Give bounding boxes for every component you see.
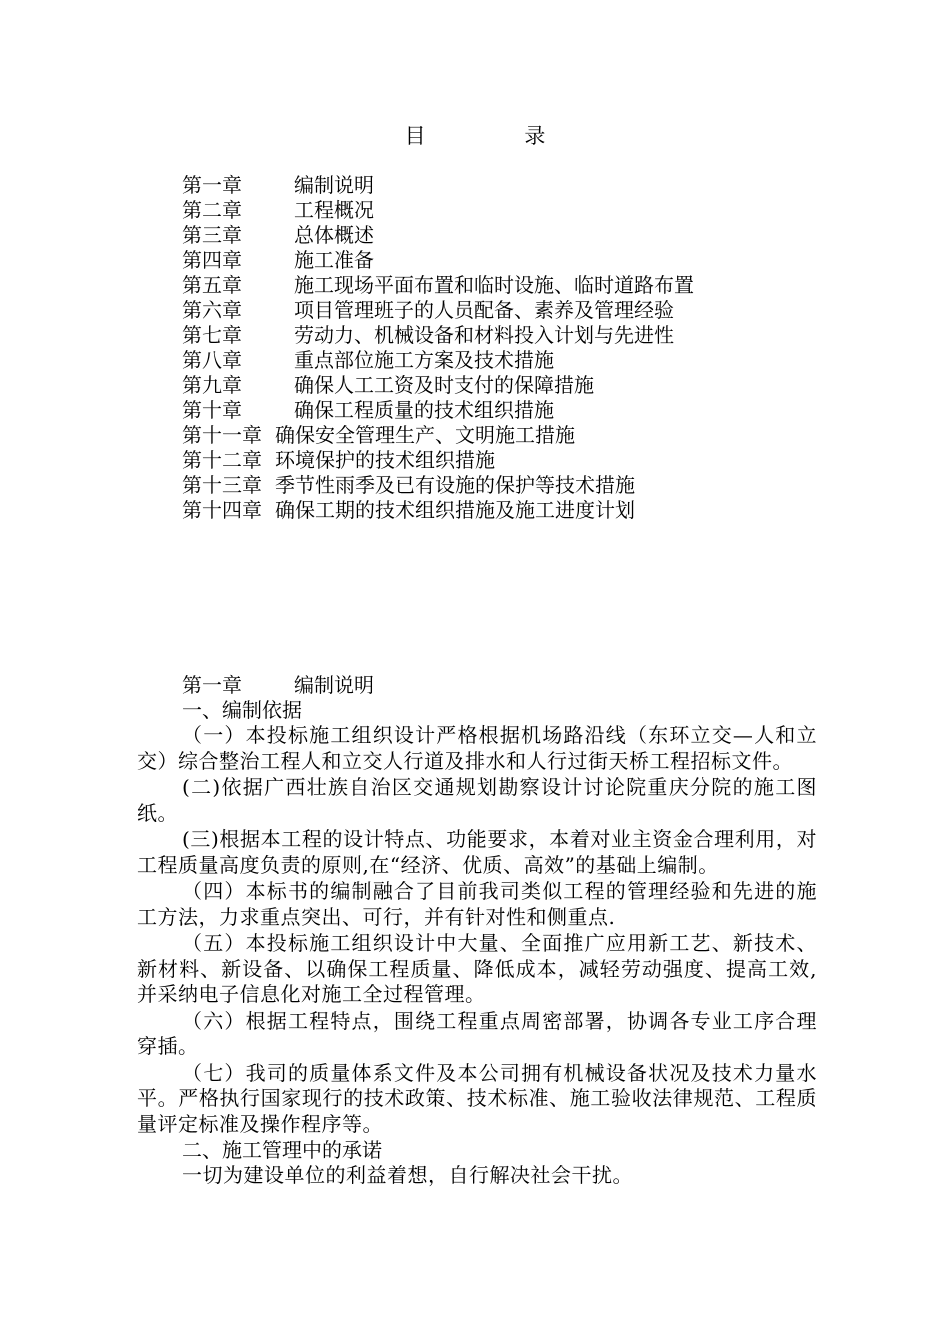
section-heading: 一、编制依据	[182, 698, 302, 722]
toc-item-title: 重点部位施工方案及技术措施	[294, 348, 554, 372]
toc-item-number: 第二章	[182, 198, 242, 222]
chapter-one-section	[137, 672, 817, 1190]
toc-item-title: 项目管理班子的人员配备、素养及管理经验	[294, 298, 674, 322]
toc-item-title: 总体概述	[294, 223, 374, 247]
toc-item-number: 第四章	[182, 248, 242, 272]
toc-item-title: 环境保护的技术组织措施	[275, 448, 495, 472]
paragraph: (三)根据本工程的设计特点、功能要求，本着对业主资金合理利用，对工程质量高度负责的原则,在“经济、优质、高效”的基础上编制。	[137, 827, 817, 877]
toc-item	[182, 423, 694, 448]
toc-item-number: 第九章	[182, 373, 242, 397]
toc-item	[182, 273, 694, 298]
toc-item	[182, 348, 694, 373]
toc-item	[182, 498, 694, 523]
toc-item-title: 确保工程质量的技术组织措施	[294, 398, 554, 422]
toc-item	[182, 373, 694, 398]
toc-item-number: 第十四章	[182, 498, 262, 522]
toc-item	[182, 298, 694, 323]
chapter-number: 第一章	[182, 673, 242, 697]
toc-item-number: 第五章	[182, 273, 242, 297]
toc-item-number: 第十章	[182, 398, 242, 422]
toc-item	[182, 473, 694, 498]
toc-item-title: 确保安全管理生产、文明施工措施	[275, 423, 575, 447]
toc-item	[182, 448, 694, 473]
toc-item-number: 第十一章	[182, 423, 262, 447]
section-heading: 二、施工管理中的承诺	[182, 1138, 382, 1162]
toc-item-number: 第一章	[182, 173, 242, 197]
toc-item-title: 确保工期的技术组织措施及施工进度计划	[275, 498, 635, 522]
toc-item-title: 施工现场平面布置和临时设施、临时道路布置	[294, 273, 694, 297]
toc-item	[182, 323, 694, 348]
paragraph: (二)依据广西壮族自治区交通规划勘察设计讨论院重庆分院的施工图纸。	[137, 775, 817, 825]
table-of-contents	[182, 173, 694, 523]
toc-item	[182, 398, 694, 423]
toc-item-title: 确保人工工资及时支付的保障措施	[294, 373, 594, 397]
paragraph: （七）我司的质量体系文件及本公司拥有机械设备状况及技术力量水平。严格执行国家现行的技术政策、技术标准、施工验收法律规范、工程质量评定标准及操作程序等。	[137, 1060, 817, 1136]
toc-title: 目 录	[404, 124, 592, 148]
toc-item-number: 第十二章	[182, 448, 262, 472]
toc-item	[182, 173, 694, 198]
toc-item	[182, 248, 694, 273]
paragraph: 一切为建设单位的利益着想，自行解决社会干扰。	[182, 1163, 633, 1187]
toc-item-number: 第六章	[182, 298, 242, 322]
chapter-heading	[137, 672, 817, 698]
toc-item-number: 第七章	[182, 323, 242, 347]
toc-item-number: 第八章	[182, 348, 242, 372]
toc-item-title: 施工准备	[294, 248, 374, 272]
paragraph: （六）根据工程特点，围绕工程重点周密部署，协调各专业工序合理穿插。	[137, 1008, 817, 1058]
toc-item-title: 劳动力、机械设备和材料投入计划与先进性	[294, 323, 674, 347]
chapter-title: 编制说明	[294, 673, 374, 697]
toc-item-title: 工程概况	[294, 198, 374, 222]
paragraph: （五）本投标施工组织设计中大量、全面推广应用新工艺、新技术、新材料、新设备、以确保工程质量、降低成本，减轻劳动强度、提高工效,并采纳电子信息化对施工全过程管理。	[137, 931, 817, 1006]
toc-item	[182, 223, 694, 248]
paragraph: （一）本投标施工组织设计严格根据机场路沿线（东环立交—人和立交）综合整治工程人和立交人行道及排水和人行过街天桥工程招标文件。	[137, 723, 817, 773]
paragraph: （四）本标书的编制融合了目前我司类似工程的管理经验和先进的施工方法，力求重点突出、可行，并有针对性和侧重点.	[137, 879, 817, 929]
toc-item-title: 季节性雨季及已有设施的保护等技术措施	[275, 473, 635, 497]
toc-item	[182, 198, 694, 223]
toc-item-title: 编制说明	[294, 173, 374, 197]
toc-item-number: 第三章	[182, 223, 242, 247]
toc-item-number: 第十三章	[182, 473, 262, 497]
